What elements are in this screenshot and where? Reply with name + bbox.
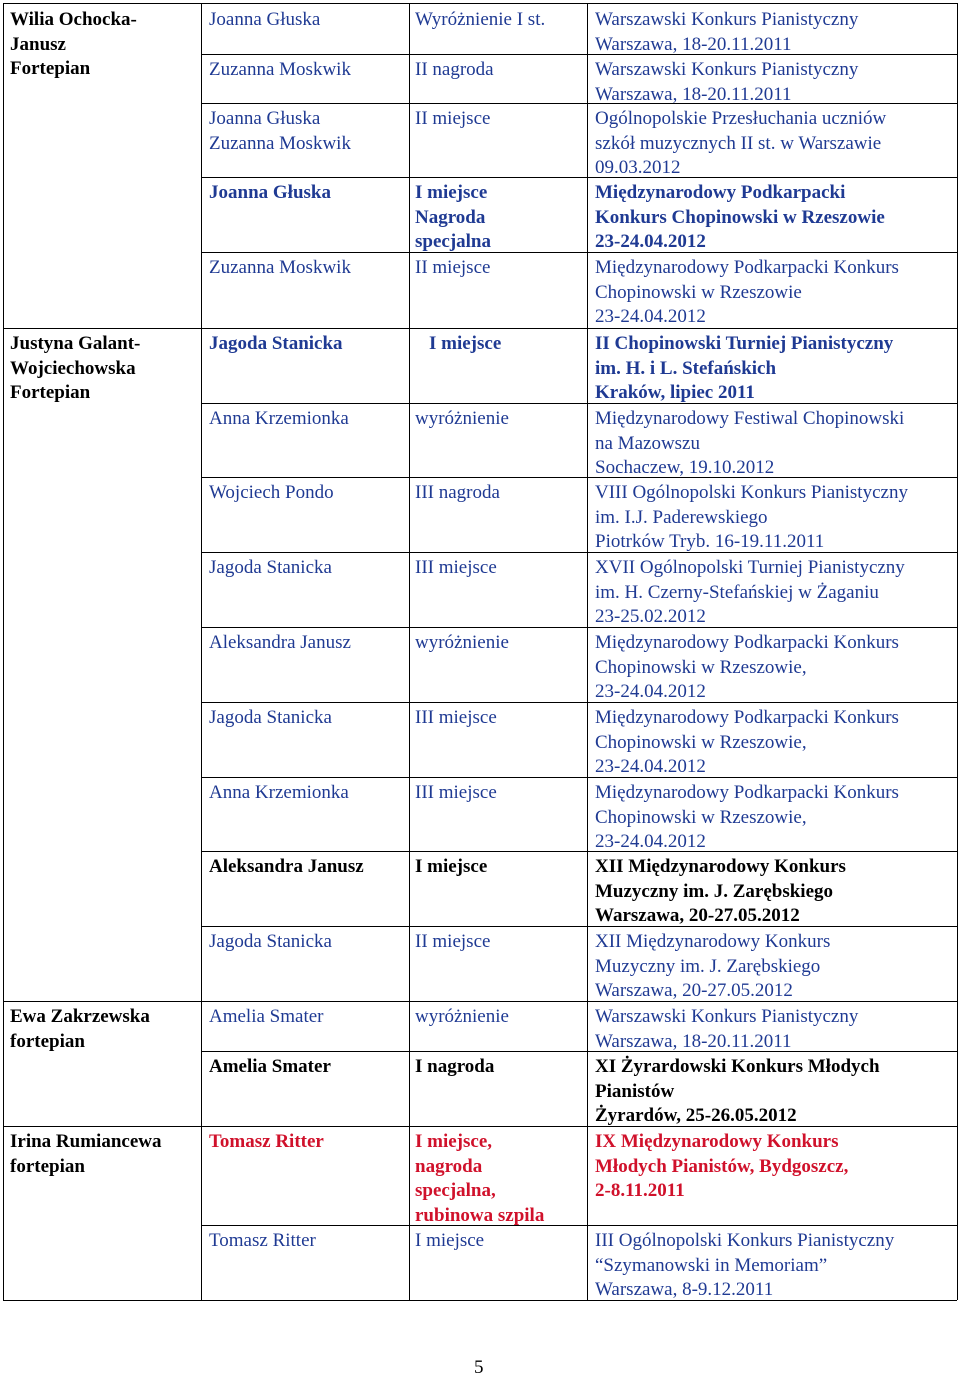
competition: Chopinowski w Rzeszowie, [595,806,807,828]
award: nagroda [415,1155,483,1177]
competition: XVII Ogólnopolski Turniej Pianistyczny [595,557,905,578]
competition: 23-24.04.2012 [595,831,706,853]
student-name: Tomasz Ritter [209,1230,316,1251]
table-border [201,702,957,703]
competition: szkół muzycznych II st. w Warszawie [595,132,882,154]
teacher-name: Janusz [10,33,66,55]
table-border [587,3,588,1300]
award: wyróżnienie [415,632,509,653]
student-name: Jagoda Stanicka [209,931,332,952]
award: III miejsce [415,707,497,728]
student-name: Zuzanna Moskwik [209,257,351,278]
competition: 23-25.02.2012 [595,606,706,628]
table-border [201,177,957,178]
award: I miejsce [415,856,488,877]
award: wyróżnienie [415,408,509,429]
student-name: Amelia Smater [209,1006,324,1027]
competition: im. H. Czerny-Stefańskiej w Żaganiu [595,581,879,603]
competition: 23-24.04.2012 [595,306,706,328]
award: specjalna [415,231,491,253]
competition: Warszawski Konkurs Pianistyczny [595,1006,859,1027]
page-number: 5 [474,1357,484,1378]
competition: Międzynarodowy Podkarpacki Konkurs [595,257,899,278]
table-border [201,1051,957,1052]
competition: 23-24.04.2012 [595,681,706,703]
competition: XII Międzynarodowy Konkurs [595,856,846,877]
table-border [3,1126,201,1127]
student-name: Joanna Głuska [209,108,321,129]
table-border [409,3,410,1300]
competition: Muzyczny im. J. Zarębskiego [595,880,834,902]
competition: Międzynarodowy Podkarpacki [595,182,846,203]
competition: Pianistów [595,1080,675,1102]
competition: Ogólnopolskie Przesłuchania uczniów [595,108,887,129]
competition: II Chopinowski Turniej Pianistyczny [595,333,894,354]
competition: Warszawski Konkurs Pianistyczny [595,59,859,80]
table-border [201,3,202,1300]
student-name: Zuzanna Moskwik [209,59,351,80]
student-name: Jagoda Stanicka [209,333,343,354]
table-border [201,103,957,104]
award: I miejsce, [415,1131,493,1152]
competition: Warszawa, 18-20.11.2011 [595,33,792,55]
competition: 23-24.04.2012 [595,756,706,778]
teacher-name: Irina Rumiancewa [10,1131,162,1152]
student-name: Jagoda Stanicka [209,557,332,578]
table-border [3,3,4,1300]
table-border [201,1001,957,1002]
competition: Chopinowski w Rzeszowie [595,281,802,303]
table-border [201,252,957,253]
competition: Warszawa, 18-20.11.2011 [595,83,792,105]
table-border [201,328,957,329]
table-border [201,926,957,927]
award: II miejsce [415,257,491,278]
table-border [3,1001,201,1002]
student-name: Aleksandra Janusz [209,856,364,877]
competition: Kraków, lipiec 2011 [595,382,755,404]
award: Nagroda [415,206,486,228]
competition: Żyrardów, 25-26.05.2012 [595,1105,797,1127]
competition: Warszawa, 18-20.11.2011 [595,1030,792,1052]
competition: 23-24.04.2012 [595,231,706,253]
competition: Międzynarodowy Podkarpacki Konkurs [595,707,899,728]
competition: Międzynarodowy Podkarpacki Konkurs [595,782,899,803]
table-border [957,3,958,1300]
award: I miejsce [415,182,488,203]
award: III nagroda [415,482,500,503]
teacher-instrument: Fortepian [10,58,91,80]
competition: Międzynarodowy Festiwal Chopinowski [595,408,905,429]
award: II miejsce [415,108,491,129]
student-name: Anna Krzemionka [209,408,349,429]
award: specjalna, [415,1180,496,1202]
competition: im. I.J. Paderewskiego [595,506,768,528]
competition: Warszawa, 20-27.05.2012 [595,905,800,927]
award: III miejsce [415,782,497,803]
teacher-name: Ewa Zakrzewska [10,1006,150,1027]
competition: Warszawa, 8-9.12.2011 [595,1279,774,1301]
table-border [201,777,957,778]
competition: IX Międzynarodowy Konkurs [595,1131,839,1152]
student-name: Jagoda Stanicka [209,707,332,728]
teacher-instrument: fortepian [10,1030,85,1052]
table-border [3,328,201,329]
competition: Muzyczny im. J. Zarębskiego [595,955,821,977]
competition: 2-8.11.2011 [595,1180,685,1202]
table-border [201,1126,957,1127]
student-name: Amelia Smater [209,1056,331,1077]
teacher-instrument: Fortepian [10,382,91,404]
table-border [201,1225,957,1226]
teacher-name: Wilia Ochocka- [10,9,137,30]
table-border [201,627,957,628]
table-border [201,552,957,553]
student-name: Anna Krzemionka [209,782,349,803]
competition: XI Żyrardowski Konkurs Młodych [595,1056,880,1077]
competition: Młodych Pianistów, Bydgoszcz, [595,1155,849,1177]
award: III miejsce [415,557,497,578]
student-name: Joanna Głuska [209,182,331,203]
table-border [3,3,957,4]
table-border [201,851,957,852]
competition: VIII Ogólnopolski Konkurs Pianistyczny [595,482,908,503]
teacher-name: Wojciechowska [10,357,136,379]
student-name: Wojciech Pondo [209,482,334,503]
competition: Sochaczew, 19.10.2012 [595,457,775,479]
competition: III Ogólnopolski Konkurs Pianistyczny [595,1230,895,1251]
teacher-instrument: fortepian [10,1155,85,1177]
award: I miejsce [415,1230,485,1251]
competition: Warszawski Konkurs Pianistyczny [595,9,859,30]
table-border [201,54,957,55]
competition: im. H. i L. Stefańskich [595,357,777,379]
competition: Warszawa, 20-27.05.2012 [595,980,793,1002]
competition: Piotrków Tryb. 16-19.11.2011 [595,531,825,553]
competition: XII Międzynarodowy Konkurs [595,931,831,952]
award: I nagroda [415,1056,495,1077]
competition: Chopinowski w Rzeszowie, [595,656,807,678]
student-name: Aleksandra Janusz [209,632,351,653]
competition: “Szymanowski in Memoriam” [595,1254,828,1276]
award: II nagroda [415,59,494,80]
competition: 09.03.2012 [595,157,681,179]
competition: na Mazowszu [595,432,700,454]
student-name: Joanna Głuska [209,9,321,30]
competition: Międzynarodowy Podkarpacki Konkurs [595,632,899,653]
student-name: Zuzanna Moskwik [209,132,351,154]
award: II miejsce [415,931,491,952]
competition: Chopinowski w Rzeszowie, [595,731,807,753]
teacher-name: Justyna Galant- [10,333,141,354]
award: I miejsce [429,333,502,354]
table-border [201,477,957,478]
table-border [201,403,957,404]
table-border [3,1300,957,1301]
award: wyróżnienie [415,1006,509,1027]
award: rubinowa szpila [415,1204,545,1226]
award: Wyróżnienie I st. [415,9,546,30]
competition: Konkurs Chopinowski w Rzeszowie [595,206,885,228]
student-name: Tomasz Ritter [209,1131,324,1152]
